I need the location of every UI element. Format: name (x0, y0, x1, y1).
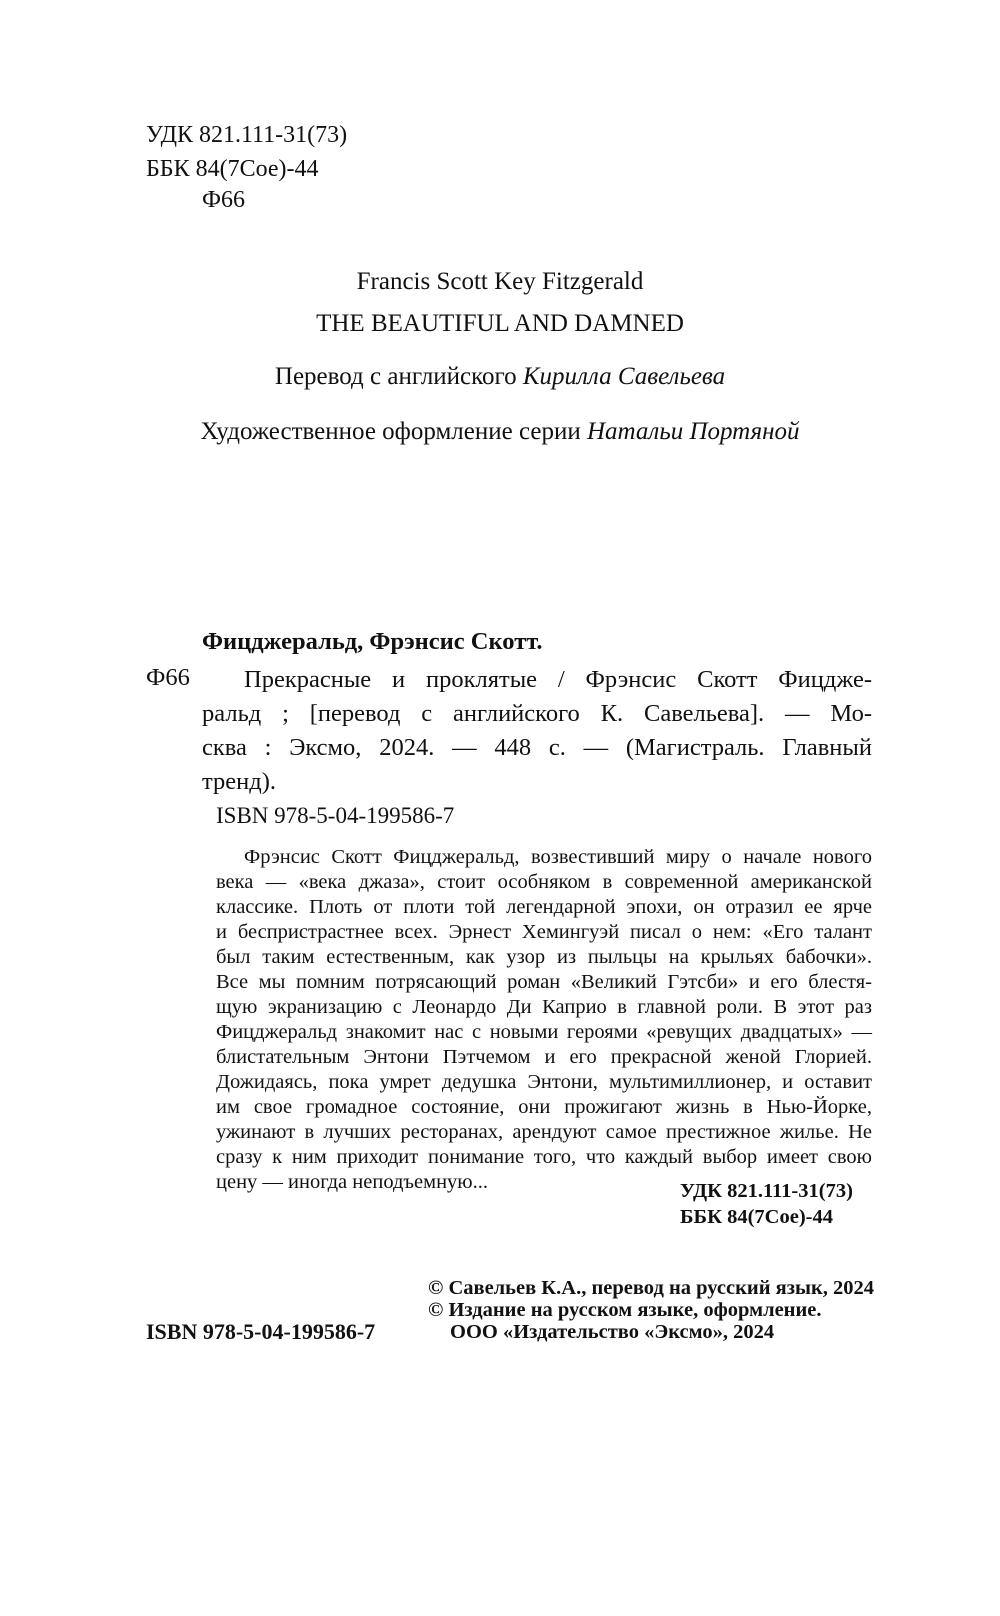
bib-isbn: ISBN 978-5-04-199586-7 (216, 803, 455, 828)
annotation-udk: УДК 821.111-31(73) (680, 1180, 853, 1202)
bib-entry (202, 663, 872, 799)
annotation-line: Фицджеральд знакомит нас с новыми героями «ревущих двадцатых» — (216, 1021, 872, 1043)
annotation-line: классике. Плоть от плоти той легендарной эпохи, он отразил ее ярче (216, 896, 872, 918)
annotation-line: и беспристрастнее всех. Эрнест Хемингуэй писал о нем: «Его талант (216, 921, 872, 943)
bib-code: Ф66 (146, 664, 190, 691)
bib-entry-line: тренд). (202, 768, 276, 795)
bib-entry-line: сква : Эксмо, 2024. — 448 с. — (Магистраль. Главный (202, 734, 872, 761)
annotation-line: им свое громадное состояние, они прожигают жизнь в Нью-Йорке, (216, 1096, 872, 1118)
annotation-line: щую экранизацию с Леонардо Ди Каприо в главной роли. В этот раз (216, 996, 872, 1018)
translation-prefix: Перевод с английского (274, 363, 523, 390)
annotation-line: Все мы помним потрясающий роман «Великий Гэтсби» и его блестя- (216, 971, 872, 993)
annotation-line: Дожидаясь, пока умрет дедушка Энтони, мультимиллионер, и оставит (216, 1071, 872, 1093)
annotation-line: блистательным Энтони Пэтчемом и его прекрасной женой Глорией. (216, 1046, 872, 1068)
bib-entry-line: Прекрасные и проклятые / Фрэнсис Скотт Фицдже- (244, 666, 872, 693)
author-mark: Ф66 (202, 187, 245, 213)
annotation-line: цену — иногда неподъемную... (216, 1171, 488, 1193)
copyright-publisher: ООО «Издательство «Эксмо», 2024 (450, 1321, 775, 1343)
annotation-line: был таким естественным, как узор из пыльцы на крыльях бабочки». (216, 946, 872, 968)
annotation (216, 845, 872, 1195)
design-prefix: Художественное оформление серии (200, 418, 587, 445)
translator-name: Кирилла Савельева (522, 363, 726, 390)
bib-heading: Фицджеральд, Фрэнсис Скотт. (202, 628, 543, 655)
annotation-line: ужинают в лучших ресторанах, арендуют самое престижное жилье. Не (216, 1121, 872, 1143)
copyright-edition: © Издание на русском языке, оформление. (428, 1299, 822, 1321)
designer-name: Натальи Портяной (587, 418, 800, 445)
bib-entry-line: ральд ; [перевод с английского К. Савельева]. — Мо- (202, 700, 872, 727)
copyright-translation: © Савельев К.А., перевод на русский язык, 2024 (428, 1277, 875, 1299)
annotation-line: Фрэнсис Скотт Фицджеральд, возвестивший миру о начале нового (244, 846, 872, 868)
annotation-line: сразу к ним приходит понимание того, что каждый выбор имеет свою (216, 1146, 872, 1168)
author-original: Francis Scott Key Fitzgerald (356, 268, 644, 295)
annotation-line: века — «века джаза», стоит особняком в современной американской (216, 871, 872, 893)
footer-isbn: ISBN 978-5-04-199586-7 (146, 1319, 376, 1344)
title-original: THE BEAUTIFUL AND DAMNED (316, 310, 684, 337)
design-credit (0, 418, 1000, 446)
translation-credit (0, 363, 1000, 391)
udk-code: УДК 821.111-31(73) (146, 122, 348, 148)
bbk-code: ББК 84(7Сое)-44 (146, 156, 319, 182)
annotation-bbk: ББК 84(7Сое)-44 (680, 1206, 833, 1228)
